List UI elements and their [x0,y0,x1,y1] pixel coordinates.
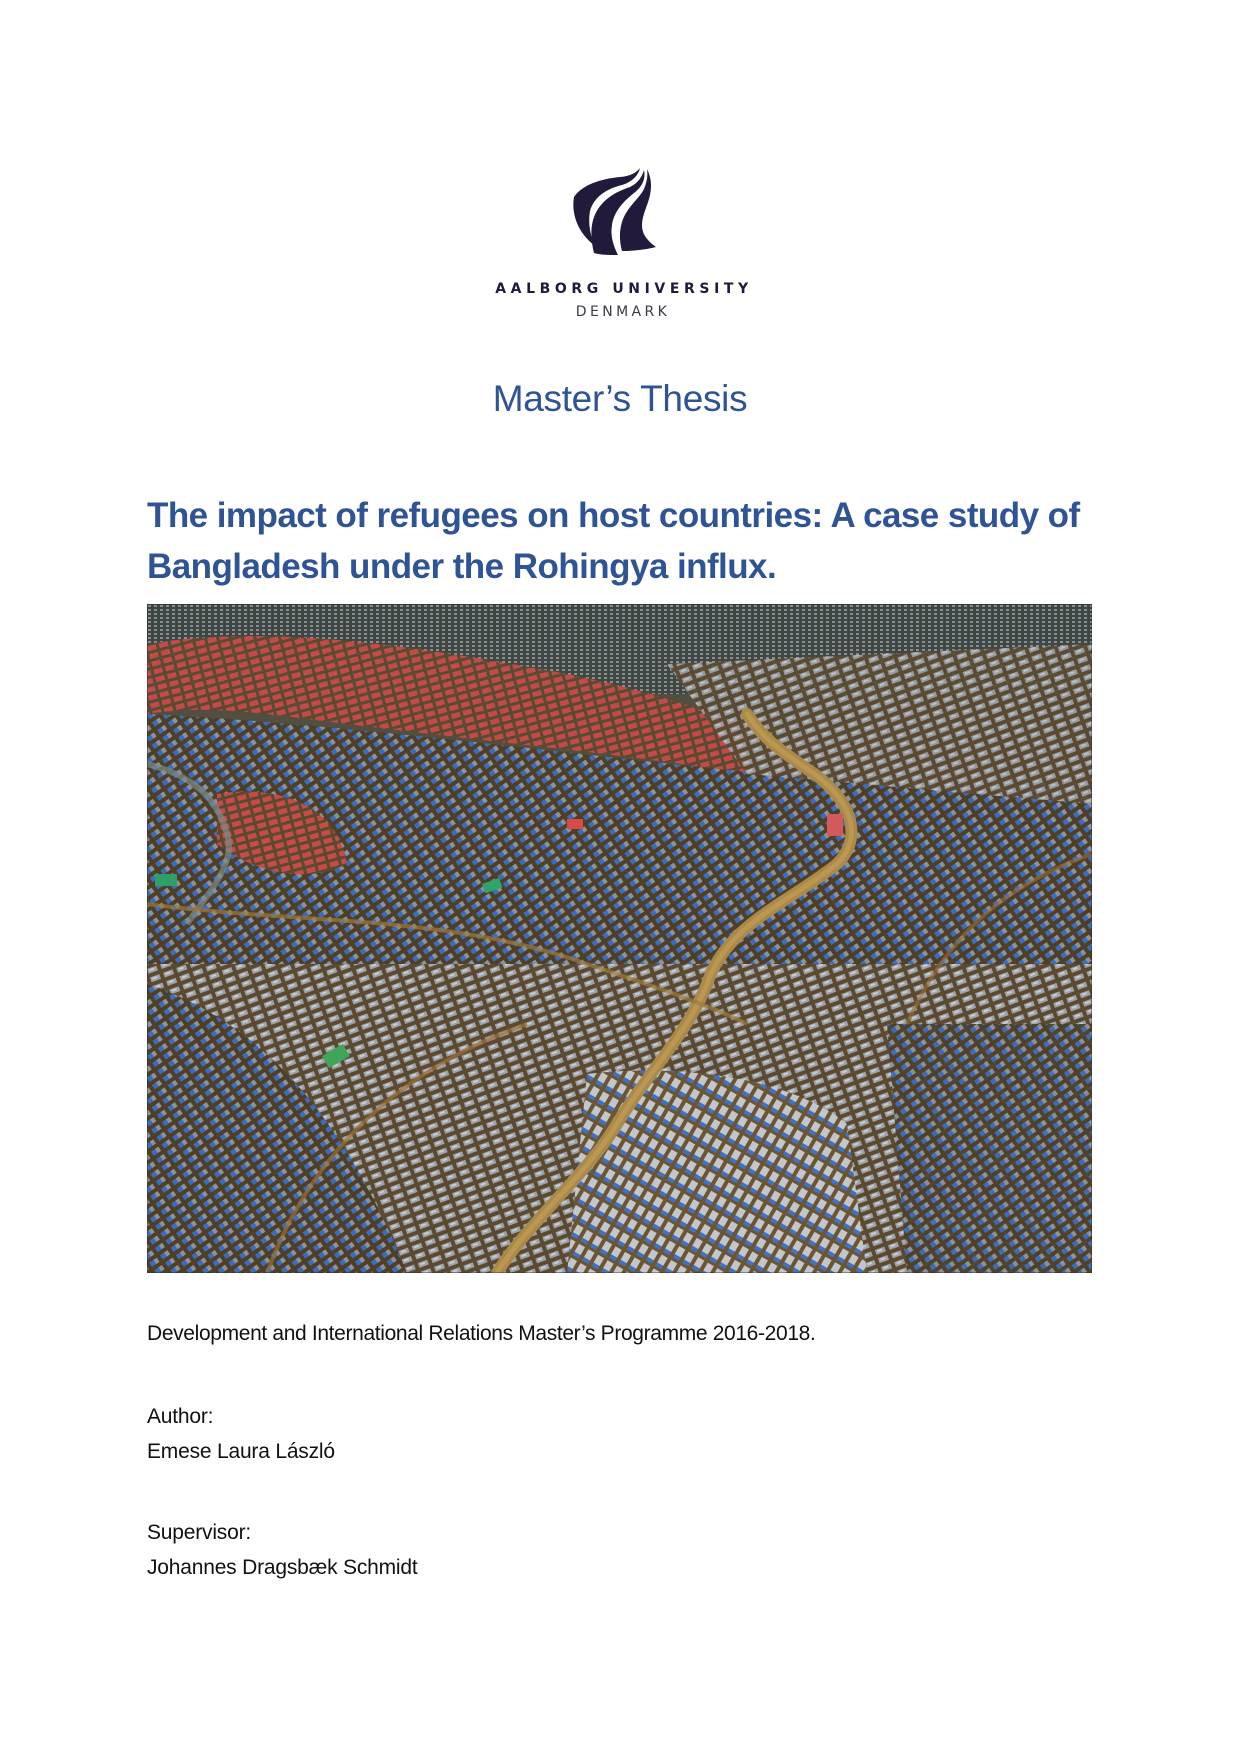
document-type-heading: Master’s Thesis [492,378,748,419]
supervisor-name: Johannes Dragsbæk Schmidt [147,1556,418,1579]
programme-line: Development and International Relations Master’s Programme 2016-2018. [147,1322,816,1345]
institution-country: DENMARK [575,304,671,320]
aalborg-wave-logo-icon [570,167,658,257]
author-name: Emese Laura László [147,1440,335,1463]
aerial-photo-image [147,604,1092,1273]
supervisor-label: Supervisor: [147,1521,252,1544]
thesis-title: The impact of refugees on host countries: A case study of Bangladesh under the Rohingya influx. [147,496,1080,586]
institution-name: AALBORG UNIVERSITY [495,281,753,297]
cover-photo-aerial-refugee-camp [147,604,1092,1273]
author-label: Author: [147,1405,214,1428]
